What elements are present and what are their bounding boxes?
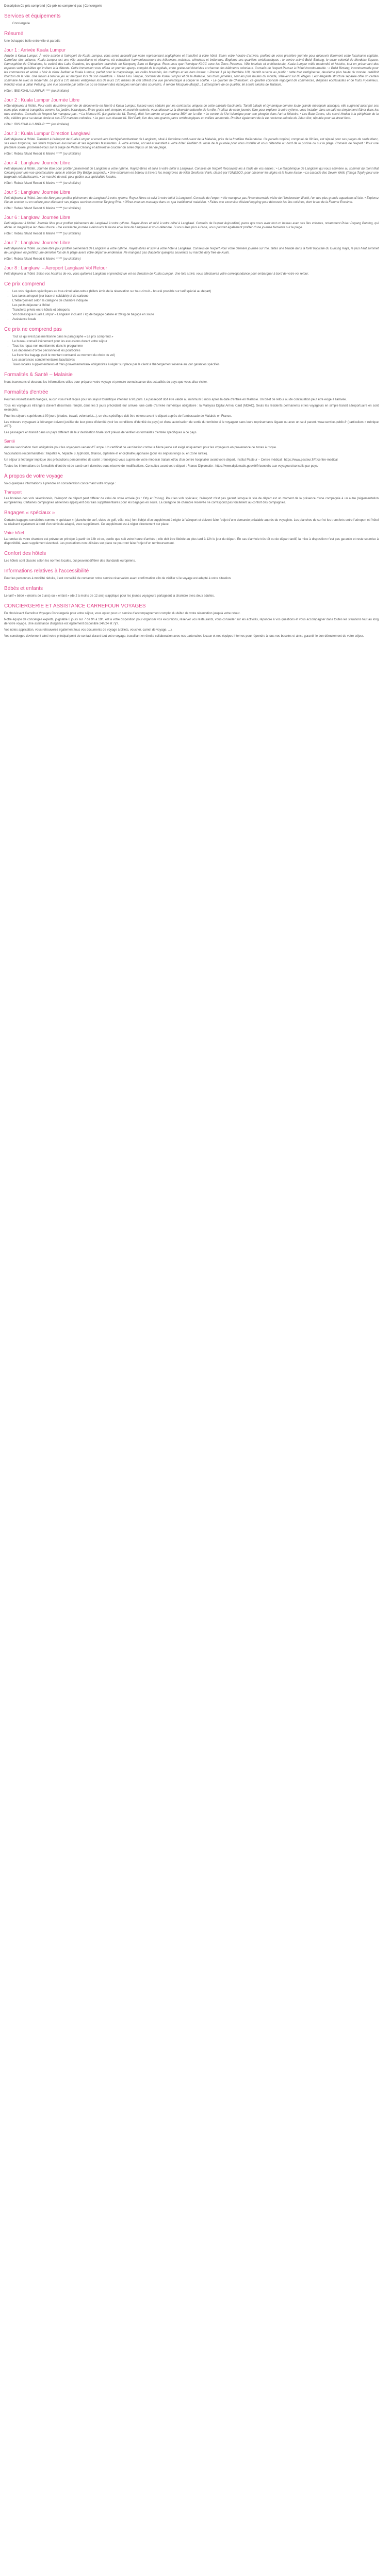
list-item: • Les assurances complémentaires facultatives bbox=[12, 358, 379, 362]
list-item: • Le bureau conseil évènement pour les excursions durant votre séjour bbox=[12, 340, 379, 344]
concierge-p4: Vos concierges deviennent ainsi votre principal point de contact durant tout votre voyage, travaillant en étroite collaboration avec nos partenaires locaux et nos équipes internes pour répondre à tous vos besoins et ainsi, garantir le bon déroulement de votre séjour. bbox=[4, 635, 364, 638]
concierge-p2: Notre équipe de concierges experts, joignable 6 jours sur 7 de 9h à 19h, est à votre disposition pour organiser vos excursions, réserver vos restaurants, vous conseiller sur les activités, répondre à vos questions et vous accompagner dans toutes les situations tout au long de votre voyage. Une assistance d'urgence est également disponible 24h/24 et 7j/7. bbox=[4, 618, 379, 625]
day-body: Petit déjeuner à l'hôtel. Journée libre pour profiter pleinement de Langkawi à votre rythme. Rayez-libres et suivi à votre hôtel à Langkawi. Conseils de l'expert • Ne manquez pas l'incontournable visite de l'Underwater World, l'un des plus grands aquariums d'Asie. • Explorez l'île en scooter ou en voiture pour découvrir ses plages secrètes comme Tanjung Rhu. • Offrez-vous un massage dans un spa traditionnel malaisien. • Faites une excursion d'island hopping pour découvrir les îles voisines, dont le lac de la Femme Enceinte. bbox=[4, 197, 379, 204]
list-item: • Les dépenses d'ordre personnel et les pourboires bbox=[12, 349, 379, 353]
sante-dengue: Un séjour à l'étranger implique des précautions personnelles de santé ; renseignez-vous auprès de votre médecin traitant et/ou d'un centre hospitalier avant votre départ. Institut Pasteur – Centre médical : https://www.pasteur.fr/fr/centre-medical bbox=[4, 459, 338, 462]
formalites-text: Nous traversons ci-dessous les informations utiles pour préparer votre voyage et prendre connaissance des actualités du pays que vous allez visiter. bbox=[4, 381, 208, 384]
day-title: Jour 3 : Kuala Lumpur Direction Langkawi bbox=[4, 131, 91, 136]
confort-text: Les hôtels sont classés selon les normes locales, qui peuvent différer des standards européens. bbox=[4, 560, 136, 563]
excludes-title: Ce prix ne comprend pas bbox=[4, 327, 62, 332]
day-body: Petit déjeuner à l'hôtel. Transfert à l'aéroport de Kuala Lumpur et envol vers l'archipel enchanteur de Langkawi, situé à l'extrême nord-ouest de la Malaisie, près de la frontière thaïlandaise. Ce paradis tropical, composé de 99 îles, est réputé pour ses plages de sable blanc, ses eaux turquoise, ses forêts tropicales luxuriantes et ses légendes fascinantes. À votre arrivée, accueil et transfert à votre hôtel. Profitez du reste de la journée pour vous installer et vous détendre au bord de la piscine ou sur la plage. Conseils de l'expert : Pour une première soirée, promenez-vous sur la plage de Pantai Cenang et admirez le coucher du soleil depuis un bar de plage. bbox=[4, 138, 379, 149]
list-item: • La franchise bagage (soit le montant contracté au moment du choix du vol) bbox=[12, 353, 379, 358]
formalites-etranger: Les passagers en transit dans un pays différent de leur destination finale sont prévus de vérifier les formalités d'entrée spécifiques à ce pays. bbox=[4, 431, 198, 434]
infos-title: Informations relatives à l'accessibilité bbox=[4, 568, 89, 574]
includes-title: Ce prix comprend bbox=[4, 281, 45, 287]
day-title: Jour 4 : Langkawi Journée Libre bbox=[4, 160, 71, 165]
list-item: • Les petits déjeuner à l'hôtel bbox=[12, 303, 379, 308]
day-title: Jour 8 : Langkawi – Aeroport Langkawi Vol Retour bbox=[4, 265, 107, 270]
formalites-entree-text: Pour les ressortissants français, aucun visa n'est requis pour un séjour touristique inférieur à 90 jours. Le passeport doit être valide au minimum 6 mois après la date d'entrée en Malaisie. Un billet de retour ou de continuation peut être exigé à l'arrivée. bbox=[4, 398, 347, 401]
list-item: • Assistance locale bbox=[12, 317, 379, 321]
services-item: • Conciergerie bbox=[12, 22, 379, 26]
bagages-title: Bagages « spéciaux » bbox=[4, 510, 55, 516]
day-body: Petit déjeuner à l'hôtel. Journée libre pour profiter pleinement de Langkawi à votre rythme. Rayez-libres et suivi à votre hôtel à Langkawi. Conseils de l'expert Aujourd'hui, parce que vous avez tout un bateau avec ses îles voisines, notamment Pulau Dayang Bunting, qui abrite un magnifique lac d'eau douce. Une excellente journée à découvrir la faune et la flore de Langkawi et vous détendre. Si vous êtes plus à l'aise, vous pourrez également profiter d'une journée farniente sur la plage. bbox=[4, 222, 379, 229]
transport-text: Les horaires des vols sélectionnés, l'aéroport de départ peut différer de celui de votre arrivée (ex : Orly et Roissy). Pour les vols spéciaux, l'aéroport n'est pas garanti lorsque le site de départ est un moment de la présence d'une compagnie à un autre (réglementation européenne). Certaines compagnies aériennes appliquent des frais supplémentaires pour les bagages en soute. La catégorie de chambre réservée ne correspond pas forcément au confort des compagnies. bbox=[4, 497, 379, 504]
concierge-p1: En choisissant Carrefour Voyages Conciergerie pour votre séjour, vous optez pour un service d'accompagnement complet du début de votre réservation jusqu'à votre retour. bbox=[4, 612, 240, 615]
confort-title: Confort des hôtels bbox=[4, 551, 46, 556]
list-item: • Transferts privés entre hôtels et aéroports bbox=[12, 308, 379, 312]
day-lodging: Hôtel : IBIS KUALA LUMPUR **** (ou similaire) bbox=[4, 90, 69, 93]
day-body: Petit déjeuner à l'hôtel. Journée libre pour profiter pleinement de Langkawi à votre rythme. Rayez-libres et suivi à votre hôtel à Langkawi. Conseils de l'expert Recouvrez-les à l'aide de vos envies : • Le téléphérique de Langkawi qui vous emmène au sommet du mont Mat Cincang pour une vue spectaculaire, avec le célèbre Sky Bridge suspendu. • Une excursion en bateau à travers les mangroves de Kilim Geoforest Park, classé par l'UNESCO, pour observer les aigles et la faune locale. • La cascade des Seven Wells (Telaga Tujuh) pour une baignade rafraîchissante. • Le marché de nuit, pour goûter aux spécialités locales. bbox=[4, 167, 379, 179]
excludes-list bbox=[4, 335, 379, 367]
services-title: Services et équipements bbox=[4, 13, 61, 19]
sante-vaccins: Vaccinations recommandées : hépatite A, hépatite B, typhoïde, tétanos, diphtérie et encéphalite japonaise (pour les séjours longs ou en zone rurale). bbox=[4, 452, 208, 455]
sante-text: Aucune vaccination n'est obligatoire pour les voyageurs venant d'Europe. Un certificat de vaccination contre la fièvre jaune est exigé uniquement pour les voyageurs en provenance de zones à risque. bbox=[4, 446, 277, 449]
infos-text: Pour les personnes à mobilité réduite, il est conseillé de contacter notre service réservation avant confirmation afin de vérifier si le voyage est adapté à votre situation. bbox=[4, 577, 232, 580]
apropos-title: À propos de votre voyage bbox=[4, 473, 63, 479]
services-list bbox=[4, 22, 379, 26]
bebes-text: Le tarif « bébé » (moins de 2 ans) ou « enfant » (de 2 à moins de 12 ans) s'applique pour les jeunes voyageurs partageant la chambre avec deux adultes. bbox=[4, 595, 215, 598]
concierge-title: CONCIERGERIE ET ASSISTANCE CARREFOUR VOYAGES bbox=[4, 603, 146, 609]
list-item: • Les vols réguliers spécifiques au tour-circuit aller-retour (billets émis de la réservation sur tour-circuit – bouclé possible sur tarif spécial au départ) bbox=[12, 290, 379, 294]
resume-intro: Une échappée belle entre ville et paradis bbox=[4, 40, 60, 43]
day-title: Jour 7 : Langkawi Journée Libre bbox=[4, 240, 71, 245]
concierge-p3: Vos notes application, vous retrouverez également tous vos documents de voyage à billets, voucher, carnet de voyage, ...). bbox=[4, 629, 173, 632]
hotel-title: Votre hôtel bbox=[4, 531, 24, 535]
formalites-mdac: Tous les voyageurs étrangers doivent désormais remplir, dans les 3 jours précédant leur arrivée, une carte d'arrivée numérique obligatoire : la Malaysia Digital Arrival Card (MDAC). Seuls les résidents permanents et les voyageurs en simple transit aéroportuaire en sont exemptés. bbox=[4, 404, 379, 412]
includes-list bbox=[4, 290, 379, 321]
day-lodging: Hôtel : Rebak Island Resort & Marina ***** (ou similaire) bbox=[4, 232, 81, 235]
transport-title: Transport bbox=[4, 490, 22, 495]
sante-maj: Toutes les informations de formalités d'entrée et de santé sont données sous réserve de modifications. Consultez avant votre départ : France Diplomatie : https://www.diplomatie.gouv.fr/fr/conseils-aux-voyageurs/conseils-par-pays/ bbox=[4, 465, 318, 468]
day-lodging: Hôtel : Rebak Island Resort & Marina ***** (ou similaire) bbox=[4, 207, 81, 210]
formalites-title: Formalités & Santé – Malaisie bbox=[4, 372, 73, 378]
day-body: Petit déjeuner à l'hôtel. Journée libre pour profiter pleinement de Langkawi à votre rythme. Rayez-libres et suivi à votre hôtel à Langkawi. Conseils de l'expert Pour votre dernière journée sur l'île, faites une balade dans la forêt tropicale du Gunung Raya, le plus haut sommet de Langkawi, ou profitez une dernière fois de la plage avant votre départ le lendemain. Ne manquez pas d'acheter quelques souvenirs au marché duty free de Kuah. bbox=[4, 247, 379, 255]
day-lodging: Hôtel : IBIS KUALA LUMPUR **** (ou similaire) bbox=[4, 123, 69, 126]
list-item: • Taxes locales supplémentaires et frais gouvernementaux obligatoires à régler sur place par le client à l'hébergement réservé au jour garanties spécifiés bbox=[12, 363, 379, 367]
bagages-text: Certains bagages considérés comme « spéciaux » (planche de surf, clubs de golf, vélo, etc.) font l'objet d'un supplément à régler à l'aéroport et doivent faire l'objet d'une demande préalable auprès du voyagiste. Les planches de surf et les transferts entre l'aéroport et l'hôtel se réalisent également à bord d'un véhicule adapté, avec supplément. Ce supplément est à régler directement sur place. bbox=[4, 519, 379, 526]
description-line: Description Ce pris comprend | Ce prix ne comprend pas | Conciergerie bbox=[4, 5, 102, 8]
day-lodging: Hôtel : Rebak Island Resort & Marina ***** (ou similaire) bbox=[4, 152, 81, 156]
day-body: Hôtel déjeuner à l'hôtel. Pour cette deuxième journée de découverte en liberté à Kuala Lumpur, laissez-vous séduire par les contrastes uniques de cette capitale fascinante. Tantôt balade et dynamique comme toute grande métropole asiatique, elle surprend aussi par ses coins plus verts et tranquilles comme les jardins botaniques. Entre gratte-ciel, temples et marchés colorés, vous découvrez la diversité culturelle de la ville. Profitez de cette journée libre pour explorer à votre rythme, vous installer dans un café ou simplement flâner dans les rues animées. Conseils de l'expert Ne manquez pas : • La Menara KL (Le gratte-ciel KL Tower), d'où l'on admire un panorama 360° sur la ville. • Le centre de l'Art Islamique pour une plongée dans l'art et l'histoire. • Les Batu Caves, site sacré hindou à la périphérie de la ville, célèbre pour sa statue dorée et ses 272 marches colorées. • Le parc aux oiseaux KL Bird Park, l'un des plus grands parcs ornithologiques en volière au monde. Profitez également de la vie nocturne animée de Jalan Alor, réputée pour sa street food. bbox=[4, 105, 379, 120]
day-body: Petit déjeuner à l'hôtel. Selon vos horaires de vol, vous quitterez Langkawi et prendrez un vol en direction de Kuala Lumpur. Une fois arrivé, vous effectuerez votre correspondance pour embarquer à bord de votre vol retour. bbox=[4, 273, 309, 276]
day-lodging: Hôtel : Rebak Island Resort & Marina ***** (ou similaire) bbox=[4, 182, 81, 185]
day-title: Jour 5 : Langkawi Journée Libre bbox=[4, 190, 71, 195]
formalites-mineurs: Pour les séjours supérieurs à 90 jours (études, travail, volontariat...), un visa spécifique doit être obtenu avant le départ auprès de l'ambassade de Malaisie en France. bbox=[4, 415, 232, 418]
resume-title: Résumé bbox=[4, 31, 24, 37]
day-title: Jour 1 : Arrivée Kuala Lumpur bbox=[4, 47, 66, 53]
formalites-entree-title: Formalités d'entrée bbox=[4, 389, 48, 395]
list-item: • Les taxes aéroport (sur base et soldable) et de carbone bbox=[12, 294, 379, 298]
formalites-autorisation: Les mineurs voyageant à l'étranger doivent justifier de leur pièce d'identité (voir les conditions d'identité du pays) et d'une autorisation de sortie du territoire si le voyageur sans leurs représentants légaux ou avec un seul parent. www.service-public.fr (particuliers > rubrique AST). bbox=[4, 421, 379, 428]
list-item: • Vol domestique Kuala Lumpur – Langkawi incluant 7 kg de bagage cabine et 20 kg de bagage en soute bbox=[12, 313, 379, 317]
itinerary bbox=[4, 47, 379, 276]
list-item: • Tous les repas non mentionnés dans le programme bbox=[12, 344, 379, 348]
apropos-text: Voici quelques informations à prendre en considération concernant votre voyage : bbox=[4, 482, 116, 485]
day-body: Arrivée à Kuala Lumpur. À votre arrivée à l'aéroport de Kuala Lumpur, vous serez accueilli par notre représentant anglophone et transféré à votre hôtel. Selon votre horaire d'arrivée, profitez de votre première journée pour découvrir librement cette fascinante capitale. Carrefour des cultures, Kuala Lumpur est une ville accueillante et vibrante, où cohabitent harmonieusement les influences malaises, chinoises et indiennes. Explorez ses quartiers emblématiques : le centre animé Bukit Bintang, le cœur colonial de Merdeka Square, l'atmosphère de Chinatown, la variété des Lake Gardens, les quartiers branchés de Kampung Baru et Bangsar. Rens-vous que l'iconique KLCC avec les Tours Petronas. Ville futuriste et architecturale, Kuala Lumpur mêle modernité et histoire, tout en préservant des espaces verts paisibles qui invitent à la détente. Cette immersion vous offrira un premier aperçu complet de la capitale, entre gratte-ciel futuristes et charme des bâtiments coloniaux. Conseils de l'expert Pensez à l'hôtel incontournable : « Bukit Bintang, incontournable pour les commerces et animé » Voir le vieux Jadinet le Kuala Lumpur, parfait pour le magasinage, les cafés branchés, les rooftops et les bars locaux. • Prenez 1 (à la) Merdeka 118, bientôt ouverte au public : cette tour vertigineuse, deuxième plus haute du monde, redéfinit l'horizon de la ville. Une fusion à tenir le jeu au marquer lors de son ouverture. • Thean Hou Temple, Sommet de Kuala Lumpur et de la Malaisie, ces tours jumelles, sont les plus hautes du monde, s'élèvent sur 88 étages. Leur élégante structure séparée offre un certain sommaire lié avec la modernité. Le pont à 170 mètres vertigineux lors de leurs 170 mètres de ciel offrent une vue panoramique à couper le souffle. • Le quartier de Chinatown: ce quartier coloniste regorgent de commerces, d'églises ecclésiastes et de fruits mystérieux. Rendez-vous à Jalan Petaling, une vue couverte par cette rue où se trouvent des échoppes vendant des souvenirs. À rendre Mosquée Masjid... L'atmosphère de ce quartier, lié à trois siècles de Malaisie. bbox=[4, 55, 379, 87]
list-item: • L'hébergement selon la catégorie de chambre indiquée bbox=[12, 299, 379, 303]
hotel-text: La remise de votre chambre est prévue en principe à partir de 14h et ce, quelle que soit votre heure d'arrivée ; elle doit être libérée au plus tard à 12h le jour du départ. En cas d'arrivée très tôt ou de départ tardif, la mise à disposition n'est pas garantie et reste soumise à disponibilité, avec supplément éventuel. Les prestations non utilisées sur place ne pourront faire l'objet d'un remboursement. bbox=[4, 538, 379, 545]
page bbox=[0, 0, 383, 651]
day-title: Jour 2 : Kuala Lumpur Journée Libre bbox=[4, 97, 80, 103]
bebes-title: Bébés et enfants bbox=[4, 586, 43, 591]
day-lodging: Hôtel : Rebak Island Resort & Marina ***** (ou similaire) bbox=[4, 258, 81, 261]
day-title: Jour 6 : Langkawi Journée Libre bbox=[4, 215, 71, 220]
sante-title: Santé bbox=[4, 439, 15, 444]
list-item: • Tout ce qui n'est pas mentionné dans le paragraphe « Le prix comprend » bbox=[12, 335, 379, 339]
